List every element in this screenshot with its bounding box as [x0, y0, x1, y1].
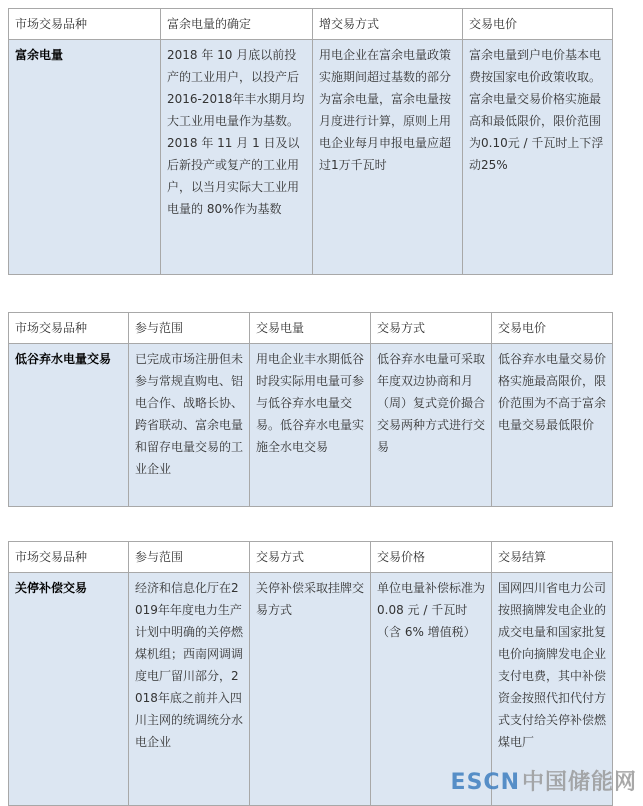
header-cell: 交易电量 — [250, 313, 371, 344]
table-cell: 经济和信息化厅在2019年年度电力生产计划中明确的关停燃煤机组；西南网调调度电厂留川部分，2018年底之前并入四川主网的统调统分水电企业 — [129, 573, 250, 806]
header-cell: 市场交易品种 — [9, 542, 129, 573]
header-cell: 参与范围 — [129, 542, 250, 573]
rich-power-table — [8, 8, 613, 275]
low-valley-table — [8, 312, 613, 507]
table-cell: 低谷弃水电量可采取年度双边协商和月（周）复式竞价撮合 交易两种方式进行交易 — [371, 344, 492, 507]
header-cell: 富余电量的确定 — [161, 9, 313, 40]
table-cell: 富余电量到户电价基本电费按国家电价政策收取。富余电量交易价格实施最高和最低限价，限价范围为0.10元 / 千瓦时上下浮动25% — [463, 40, 613, 275]
table-cell: 单位电量补偿标准为 0.08 元 / 千瓦时（含 6% 增值税） — [371, 573, 492, 806]
trade-type-cell: 富余电量 — [9, 40, 161, 275]
table-cell: 低谷弃水电量交易价格实施最高限价，限价范围为不高于富余电量交易最低限价 — [492, 344, 613, 507]
table-cell: 已完成市场注册但未参与常规直购电、铝电合作、战略长协、跨省联动、富余电量和留存电量交易的工业企业 — [129, 344, 250, 507]
header-cell: 增交易方式 — [313, 9, 463, 40]
header-cell: 交易结算 — [492, 542, 613, 573]
header-cell: 市场交易品种 — [9, 9, 161, 40]
watermark-chinese: 中国储能网 — [521, 770, 637, 795]
header-cell: 交易价格 — [371, 542, 492, 573]
table-cell: 用电企业丰水期低谷时段实际用电量可参与低谷弃水电量交易。低谷弃水电量实施全水电交易 — [250, 344, 371, 507]
table-cell: 关停补偿采取挂牌交易方式 — [250, 573, 371, 806]
watermark-latin: ESCN — [450, 770, 520, 795]
header-cell: 交易电价 — [463, 9, 613, 40]
header-cell: 交易方式 — [250, 542, 371, 573]
header-cell: 市场交易品种 — [9, 313, 129, 344]
escn-watermark-logo — [451, 765, 637, 796]
table-header-row — [9, 9, 613, 40]
table-cell: 用电企业在富余电量政策实施期间超过基数的部分为富余电量，富余电量按月度进行计算，原则上用电企业每月申报电量应超过1万千瓦时 — [313, 40, 463, 275]
table-row — [9, 40, 613, 275]
trade-type-cell: 关停补偿交易 — [9, 573, 129, 806]
table-header-row — [9, 313, 613, 344]
table-row — [9, 344, 613, 507]
trade-type-cell: 低谷弃水电量交易 — [9, 344, 129, 507]
table-cell: 国网四川省电力公司按照摘牌发电企业的成交电量和国家批复电价向摘牌发电企业支付电费，其中补偿资金按照代扣代付方式支付给关停补偿燃煤电厂 — [492, 573, 613, 806]
header-cell: 交易电价 — [492, 313, 613, 344]
header-cell: 交易方式 — [371, 313, 492, 344]
table-cell: 2018 年 10 月底以前投产的工业用户，以投产后 2016-2018年丰水期月均大工业用电量作为基数。2018 年 11 月 1 日及以后新投产或复产的工业用户，以当月实际大工业用电量的 80%作为基数 — [161, 40, 313, 275]
table-header-row — [9, 542, 613, 573]
header-cell: 参与范围 — [129, 313, 250, 344]
